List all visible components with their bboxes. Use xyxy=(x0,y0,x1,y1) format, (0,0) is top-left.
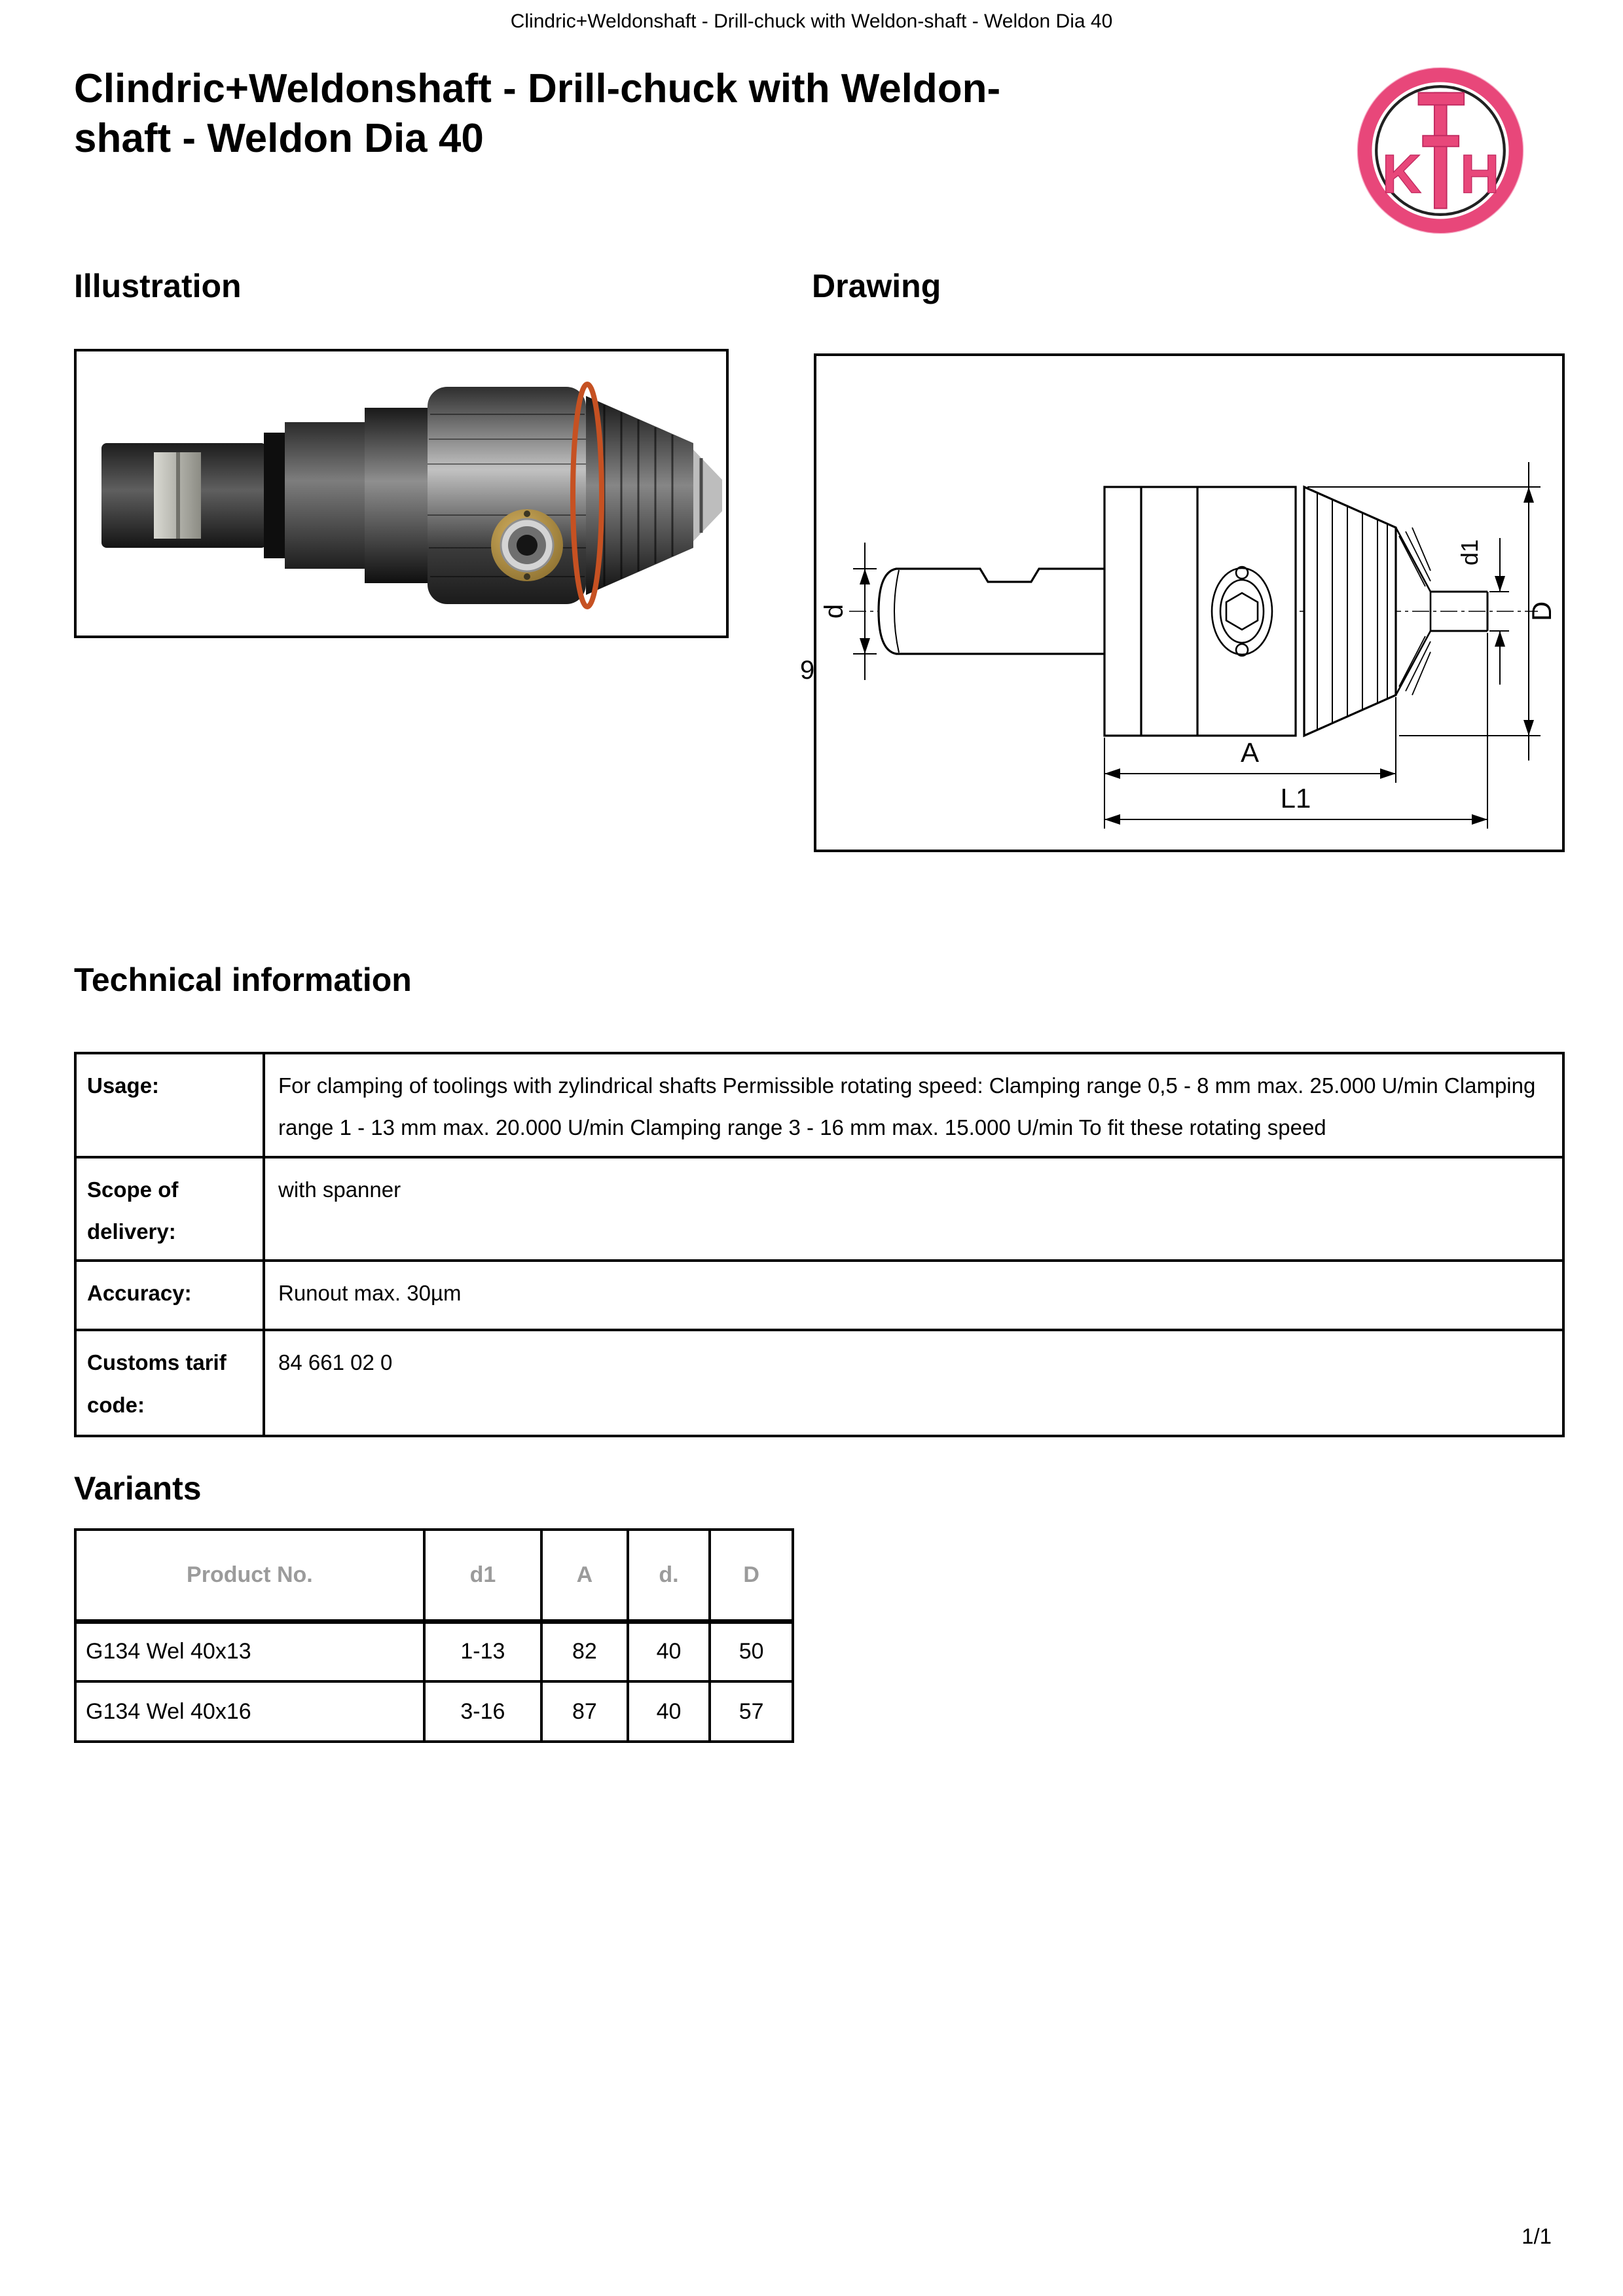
brass-bearing xyxy=(491,509,563,581)
technical-drawing xyxy=(816,356,1562,850)
variant-d: 40 xyxy=(628,1681,710,1742)
shaft-outline xyxy=(879,569,1104,654)
dimension-label-d1: d1 xyxy=(1456,539,1483,566)
variants-heading: Variants xyxy=(74,1470,202,1507)
column-header-A: A xyxy=(541,1530,628,1621)
kfh-logo-icon xyxy=(1353,63,1528,238)
technical-drawing-frame xyxy=(814,353,1565,852)
variants-table xyxy=(74,1528,794,1743)
running-header: Clindric+Weldonshaft - Drill-chuck with Weldon-shaft - Weldon Dia 40 xyxy=(510,10,1113,32)
body-outline xyxy=(1104,487,1296,736)
column-header-d1: d1 xyxy=(424,1530,541,1621)
variant-product-no: G134 Wel 40x13 xyxy=(75,1621,424,1681)
variant-d1: 3-16 xyxy=(424,1681,541,1742)
tech-row-value: 84 661 02 0 xyxy=(264,1330,1563,1436)
product-photo-frame xyxy=(74,349,729,638)
variant-D: 50 xyxy=(710,1621,793,1681)
variant-product-no: G134 Wel 40x16 xyxy=(75,1681,424,1742)
sleeve-cone xyxy=(1304,487,1396,736)
kfh-logo xyxy=(1353,63,1528,238)
tech-row-label: Accuracy: xyxy=(75,1261,264,1330)
table-row xyxy=(75,1330,1563,1436)
column-header-product-no: Product No. xyxy=(75,1530,424,1621)
tech-row-value: with spanner xyxy=(264,1157,1563,1261)
variant-d1: 1-13 xyxy=(424,1621,541,1681)
dimension-label-d: d xyxy=(820,603,848,619)
variants-header-row xyxy=(75,1530,793,1621)
logo-letter-k: K xyxy=(1382,143,1422,205)
column-header-d: d. xyxy=(628,1530,710,1621)
table-row xyxy=(75,1157,1563,1261)
variant-A: 82 xyxy=(541,1621,628,1681)
variant-A: 87 xyxy=(541,1681,628,1742)
dimension-label-A: A xyxy=(1240,737,1260,768)
illustration-heading: Illustration xyxy=(74,268,242,304)
tech-row-label: Customs tarif code: xyxy=(75,1330,264,1436)
page-title-line2: shaft - Weldon Dia 40 xyxy=(74,115,484,161)
column-header-D: D xyxy=(710,1530,793,1621)
tech-row-value: For clamping of toolings with zylindrical shafts Permissible rotating speed: Clamping range 0,5 - 8 mm max. 25.000 U/min Clamping range 1 - 13 mm max. 20.000 U/min Clamping range 3 - 16 mm max. 15.000 U/min To fit these rotating speed xyxy=(264,1053,1563,1157)
logo-letter-h: H xyxy=(1460,143,1500,205)
page-number: 1/1 xyxy=(1522,2224,1552,2248)
table-row xyxy=(75,1681,793,1742)
page-title-line1: Clindric+Weldonshaft - Drill-chuck with Weldon- xyxy=(74,66,1001,111)
table-row xyxy=(75,1621,793,1681)
variant-d: 40 xyxy=(628,1621,710,1681)
tech-row-label: Usage: xyxy=(75,1053,264,1157)
page-title xyxy=(74,64,1285,163)
technical-heading: Technical information xyxy=(74,961,412,998)
weldon-shank xyxy=(101,433,285,558)
drawing-heading: Drawing xyxy=(812,268,941,304)
tech-row-value: Runout max. 30µm xyxy=(264,1261,1563,1330)
tech-row-label: Scope of delivery: xyxy=(75,1157,264,1261)
table-row xyxy=(75,1261,1563,1330)
table-row xyxy=(75,1053,1563,1157)
product-photo xyxy=(77,351,726,636)
dimension-label-D: D xyxy=(1526,601,1557,622)
clipped-digit: 9 xyxy=(800,656,815,685)
dimension-label-L1: L1 xyxy=(1280,783,1311,814)
variant-D: 57 xyxy=(710,1681,793,1742)
technical-info-table xyxy=(74,1052,1565,1437)
